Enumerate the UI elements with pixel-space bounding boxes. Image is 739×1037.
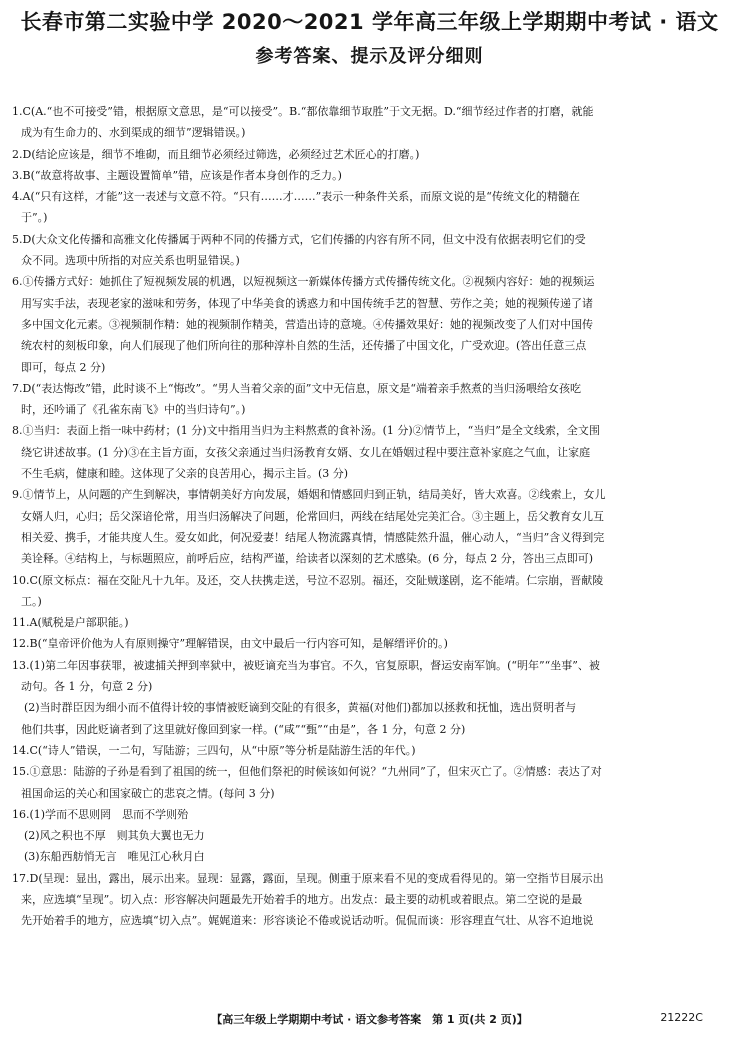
answer-line: 工。) [21, 594, 42, 608]
answer-line: 用写实手法，表现老家的滋味和劳务，体现了中华美食的诱惑力和中国传统手艺的智慧、劳作之美；她的视频传递了诸 [21, 296, 593, 310]
answer-line: 先开始着手的地方，应选填“切入点”。娓娓道来：形容谈论不倦或说话动听。侃侃而谈：形容理直气壮、从容不迫地说 [21, 914, 594, 928]
answer-line: 4.A(“只有这样，才能”这一表述与文意不符。“只有……才……”表示一种条件关系，而原文说的是“传统文化的精髓在 [12, 190, 580, 204]
answer-line: 6.①传播方式好：她抓住了短视频发展的机遇，以短视频这一新媒体传播方式传播传统文化。②视频内容好：她的视频运 [12, 275, 595, 289]
answer-line: 美诠释。④结构上，与标题照应，前呼后应，结构严谨，给读者以深刻的艺术感染。(6 分，每点 2 分，答出三点即可) [21, 552, 594, 566]
answer-line: 16.(1)学而不思则罔 思而不学则殆 [12, 807, 189, 821]
answer-line: 统农村的刻板印象，向人们展现了他们所向往的那种淳朴自然的生活，还传播了中国文化，广受欢迎。(答出任意三点 [21, 339, 587, 353]
answer-line: 17.D(呈现：显出，露出，展示出来。显现：显露，露面，呈现。侧重于原来看不见的变成看得见的。第一空指节目展示出 [12, 871, 604, 885]
answer-line: 13.(1)第二年因事获罪，被逮捕关押到率狱中，被贬谪充当为事官。不久，官复原职，督运安南军饷。(“明年”“坐事”、被 [12, 658, 600, 672]
answer-line: 14.C(“诗人”错误，一二句，写陆游；三四句，从“中原”等分析是陆游生活的年代。) [12, 743, 416, 757]
answer-line: 12.B(“皇帝评价他为人有原则操守”理解错误，由文中最后一行内容可知，是解缙评价的。) [12, 637, 448, 651]
answer-line: 相关爱、携手，才能共度人生。爱女如此，何况爱妻！结尾人物流露真情，情感陡然升温，催心动人，“当归”含义得到完 [21, 530, 605, 544]
answer-line: 5.D(大众文化传播和高雅文化传播属于两种不同的传播方式，它们传播的内容有所不同，但文中没有依据表明它们的受 [12, 232, 586, 246]
answer-line: (2)当时群臣因为细小而不值得计较的事情被贬谪到交阯的有很多，黄福(对他们)都加以拯救和抚恤，选出贤明者与 [24, 701, 577, 715]
answer-line: 成为有生命力的、水到渠成的细节”逻辑错误。) [21, 126, 246, 140]
answer-line: 时，还吟诵了《孔雀东南飞》中的当归诗句”。) [21, 403, 246, 417]
answer-line: 女婿人归，心归；岳父深谙伦常，用当归汤解决了问题，伦常回归，两线在结尾处完美汇合。③主题上，岳父教育女儿互 [21, 509, 604, 523]
answer-line: 2.D(结论应该是，细节不堆砌，而且细节必须经过筛选，必须经过艺术匠心的打磨。) [12, 147, 420, 161]
answer-line: 9.①情节上，从问题的产生到解决，事情朝美好方向发展，婚姻和情感回归到正轨，结局美好，皆大欢喜。②线索上，女儿 [12, 488, 606, 502]
footer-code: 21222C [660, 1011, 703, 1024]
answer-line: 来，应选填“呈现”。切入点：形容解决问题最先开始着手的地方。出发点：最主要的动机或着眼点。第二空说的是最 [21, 892, 583, 906]
answer-line: 1.C(A.“也不可接受”错，根据原文意思，是“可以接受”。B.“都依靠细节取胜”于文无据。D.“细节经过作者的打磨，就能 [12, 105, 594, 118]
answer-line: 祖国命运的关心和国家破亡的悲哀之情。(每问 3 分) [21, 786, 275, 800]
answer-line: 绕它讲述故事。(1 分)③在主旨方面，女孩父亲通过当归汤教育女婿、女儿在婚姻过程中要注意补家庭之气血，让家庭 [21, 445, 591, 459]
answer-line: 多中国文化元素。③视频制作精：她的视频制作精美，营造出诗的意境。④传播效果好：她的视频改变了人们对中国传 [21, 317, 593, 331]
answer-line: 即可，每点 2 分) [21, 360, 106, 374]
answer-list [12, 102, 725, 933]
answer-line: 他们共事，因此贬谪者到了这里就好像回到家一样。(“咸”“甄”“由是”，各 1 分，句意 2 分) [21, 722, 466, 736]
footer-page-info: 【高三年级上学期期中考试 · 语文参考答案 第 1 页(共 2 页)】 [211, 1013, 528, 1026]
answer-line: 动句。各 1 分，句意 2 分) [21, 680, 153, 694]
answer-line: 不生毛病，健康和睦。这体现了父亲的良苦用心，揭示主旨。(3 分) [21, 467, 349, 481]
answer-line: 15.①意思：陆游的子孙是看到了祖国的统一，但他们祭祀的时候该如何说？“九州同”了，但宋灭亡了。②情感：表达了对 [12, 765, 602, 779]
answer-line: 10.C(原文标点：福在交阯凡十九年。及还，交人扶携走送，号泣不忍别。福还，交阯贼遂剧，迄不能靖。仁宗崩，晋献陵 [12, 573, 604, 587]
answer-line: 8.①当归：表面上指一味中药材；(1 分)文中指用当归为主料熬煮的食补汤。(1 分)②情节上，“当归”是全文线索，全文围 [12, 424, 600, 438]
answer-line: 3.B(“故意将故事、主题设置简单”错，应该是作者本身创作的乏力。) [12, 168, 342, 182]
answer-line: 于”。) [21, 211, 48, 225]
answer-line: 7.D(“表达悔改”错，此时谈不上“悔改”。“男人当着父亲的面”文中无信息，原文是“端着亲手熬煮的当归汤喂给女孩吃 [12, 381, 581, 395]
answer-line: (3)东船西舫悄无言 唯见江心秋月白 [24, 850, 205, 864]
answer-line: (2)风之积也不厚 则其负大翼也无力 [24, 829, 205, 843]
page-subtitle: 参考答案、提示及评分细则 [255, 46, 484, 67]
answer-line: 众不同。选项中所指的对应关系也明显错误。) [21, 254, 240, 268]
page-title: 长春市第二实验中学 2020～2021 学年高三年级上学期期中考试 · 语文 [20, 10, 719, 34]
answer-line: 11.A(赋税是户部职能。) [12, 616, 129, 630]
